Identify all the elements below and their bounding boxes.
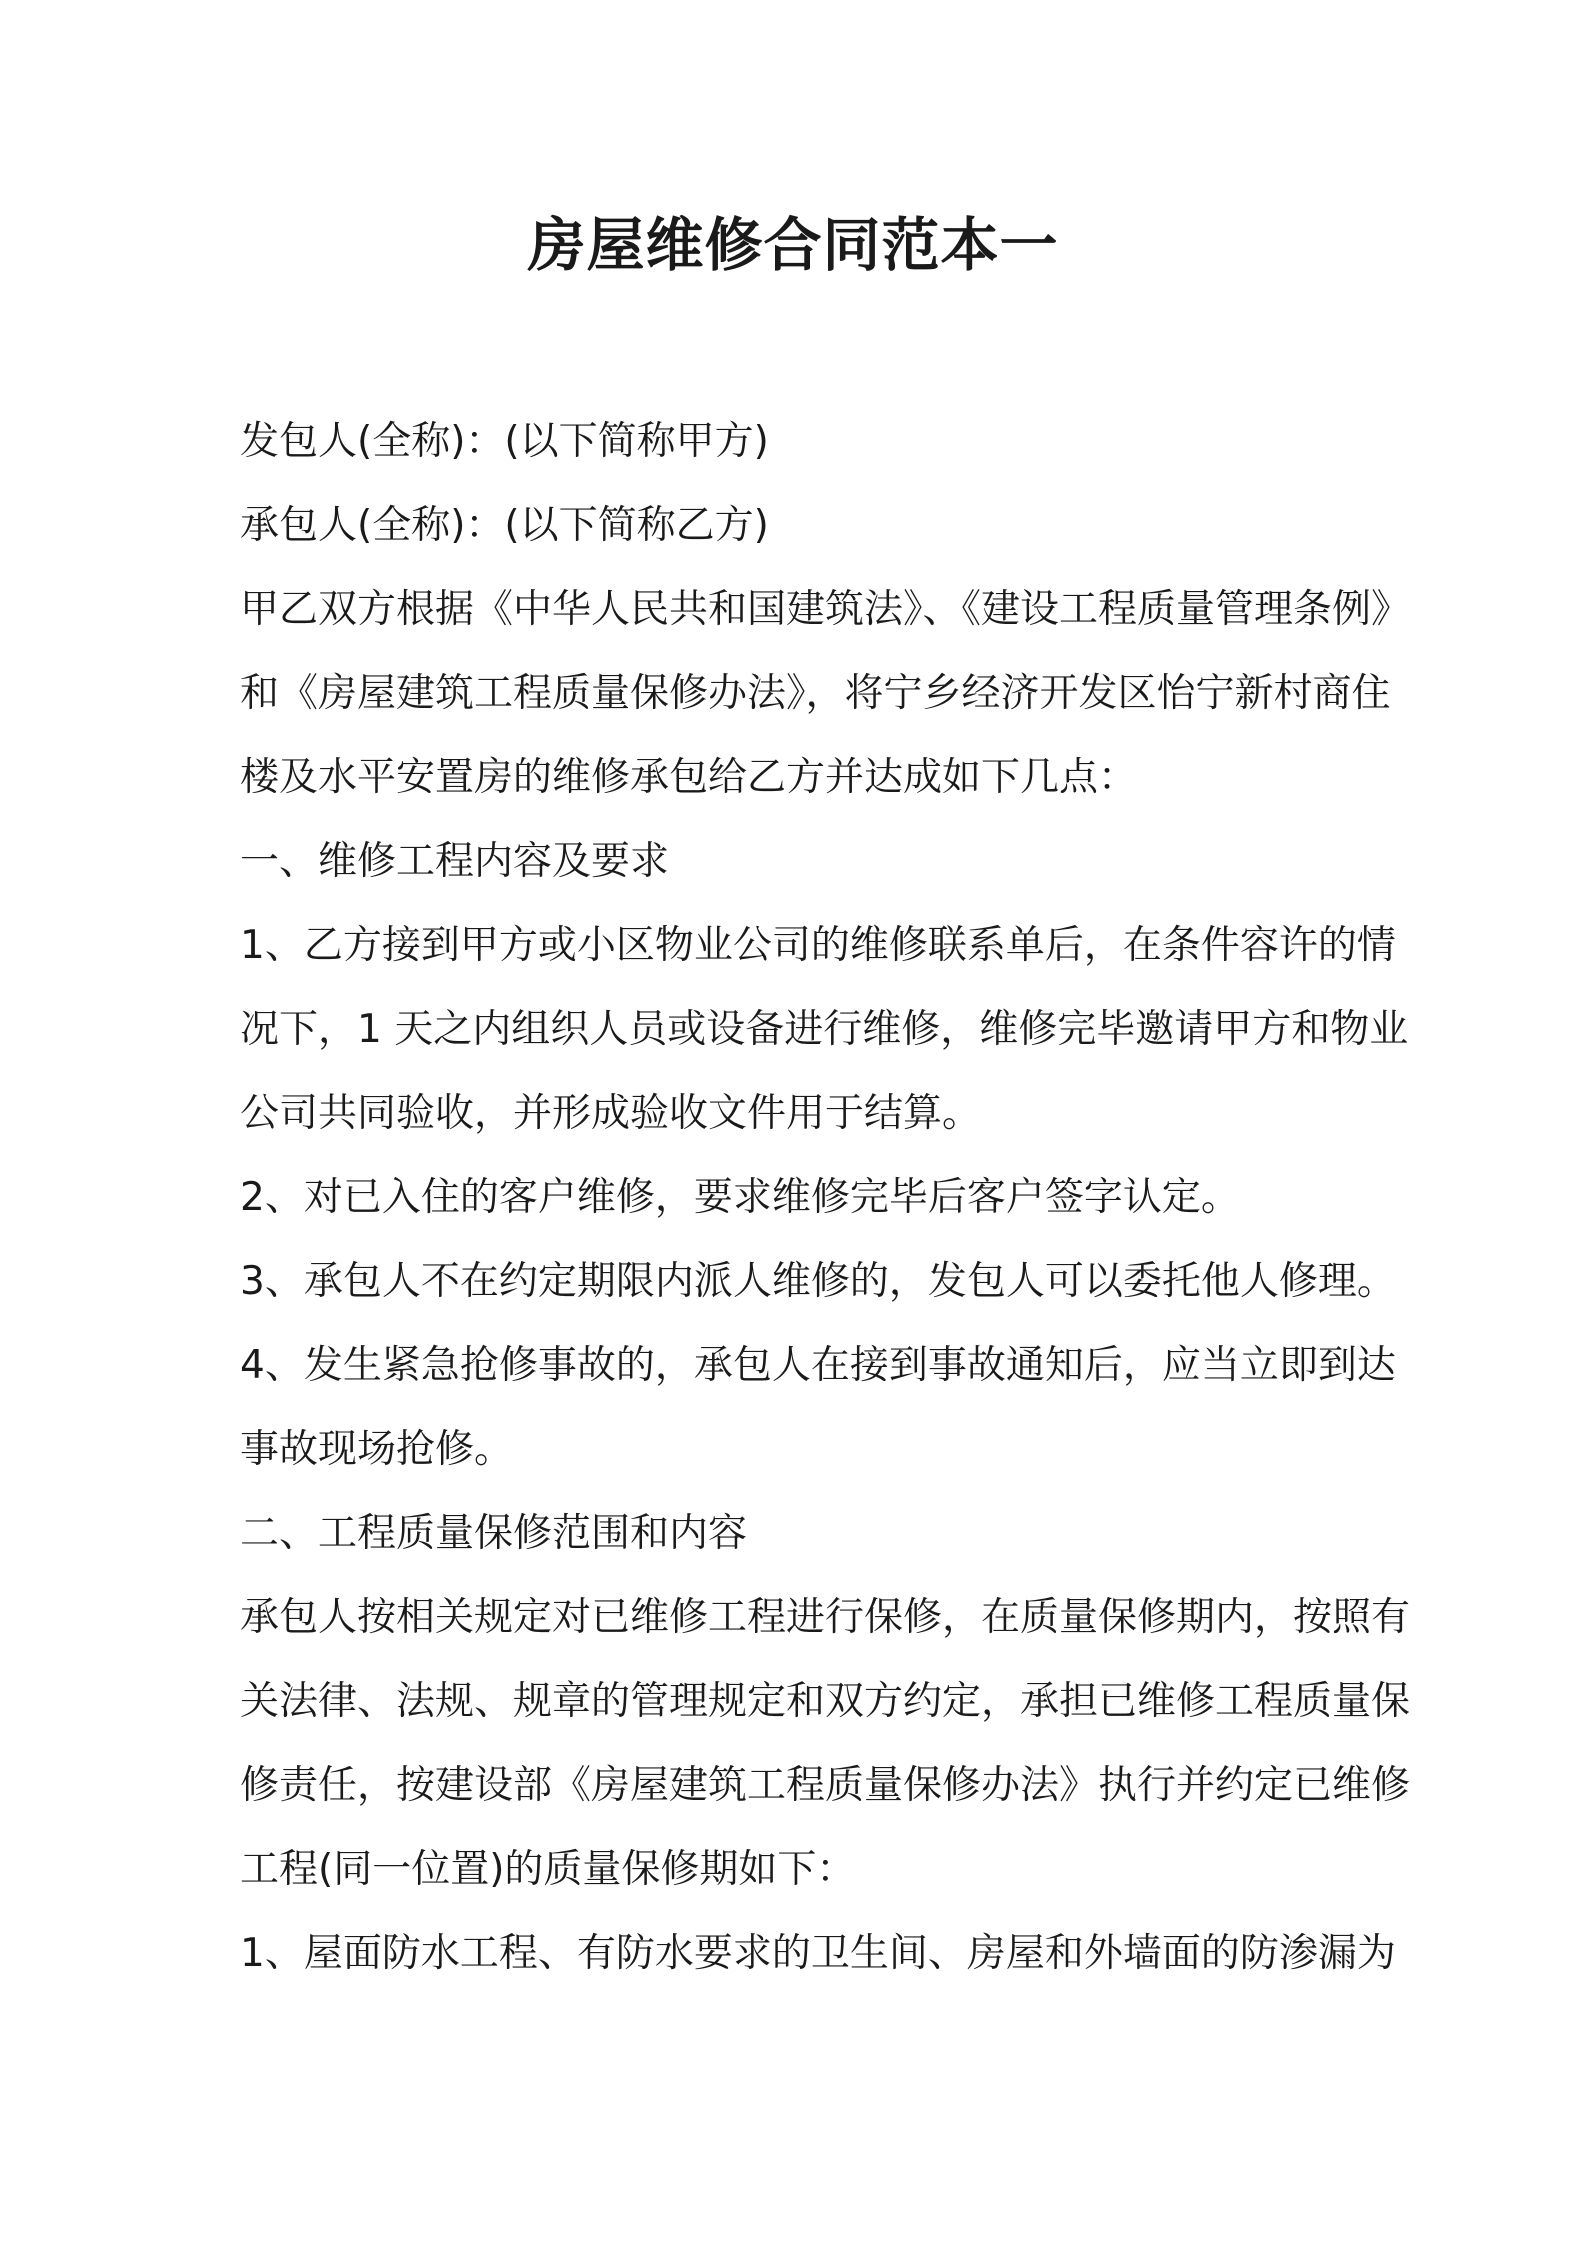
paragraph-line: 和《房屋建筑工程质量保修办法》，将宁乡经济开发区怡宁新村商住 <box>240 671 1391 716</box>
party-b-line: 承包人(全称)：(以下简称乙方) <box>240 503 769 548</box>
paragraph-line: 事故现场抢修。 <box>240 1427 514 1472</box>
paragraph-line: 工程(同一位置)的质量保修期如下： <box>240 1847 856 1892</box>
document-title: 房屋维修合同范本一 <box>527 211 1059 279</box>
paragraph-line: 修责任，按建设部《房屋建筑工程质量保修办法》执行并约定已维修 <box>240 1763 1411 1808</box>
paragraph-line: 况下，1 天之内组织人员或设备进行维修，维修完毕邀请甲方和物业 <box>240 1007 1409 1052</box>
paragraph-line: 2、对已入住的客户维修，要求维修完毕后客户签字认定。 <box>240 1175 1240 1220</box>
paragraph-line: 3、承包人不在约定期限内派人维修的，发包人可以委托他人修理。 <box>240 1259 1396 1304</box>
paragraph-line: 承包人按相关规定对已维修工程进行保修，在质量保修期内，按照有 <box>240 1595 1411 1640</box>
paragraph-line: 楼及水平安置房的维修承包给乙方并达成如下几点： <box>240 755 1138 800</box>
paragraph-line: 4、发生紧急抢修事故的，承包人在接到事故通知后，应当立即到达 <box>240 1343 1396 1388</box>
paragraph-line: 关法律、法规、规章的管理规定和双方约定，承担已维修工程质量保 <box>240 1679 1411 1724</box>
paragraph-line: 1、乙方接到甲方或小区物业公司的维修联系单后，在条件容许的情 <box>240 923 1396 968</box>
section-heading-1: 一、维修工程内容及要求 <box>240 839 670 884</box>
section-heading-2: 二、工程质量保修范围和内容 <box>240 1511 748 1556</box>
paragraph-line: 公司共同验收，并形成验收文件用于结算。 <box>240 1091 982 1136</box>
document-body <box>240 400 1411 1996</box>
paragraph-line: 1、屋面防水工程、有防水要求的卫生间、房屋和外墙面的防渗漏为 <box>240 1931 1396 1976</box>
paragraph-line: 甲乙双方根据《中华人民共和国建筑法》、《建设工程质量管理条例》 <box>240 587 1411 632</box>
party-a-line: 发包人(全称)：(以下简称甲方) <box>240 419 769 464</box>
